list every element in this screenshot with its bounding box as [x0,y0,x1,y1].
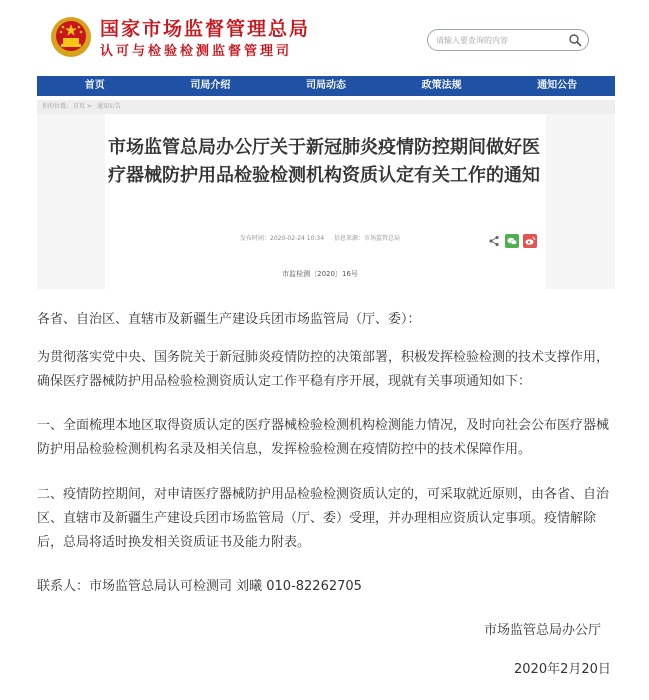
wechat-icon[interactable] [505,234,519,248]
breadcrumb-prefix: 你的位置: [42,103,69,110]
brand-name: 国家市场监督管理总局 [100,18,311,40]
nav-item-news[interactable]: 司局动态 [305,80,346,91]
addressee: 各省、自治区、直辖市及新疆生产建设兵团市场监管局（厅、委）： [37,312,421,327]
intro-paragraph: 为贯彻落实党中央、国务院关于新冠肺炎疫情防控的决策部署，积极发挥检验检测的技术支撑作用，确保医疗器械防护用品检验检测资质认定工作平稳有序开展，现就有关事项通知如下： [37,350,610,389]
item-one-paragraph: 一、全面梳理本地区取得资质认定的医疗器械检验检测机构检测能力情况，及时向社会公布医疗器械防护用品检验检测机构名录及相关信息，发挥检验检测在疫情防控中的技术保障作用。 [37,418,610,457]
main-nav [37,76,615,96]
info-source: 信息来源：市场监管总局 [334,235,401,242]
breadcrumb [37,100,615,114]
site-header [0,0,649,70]
issue-date: 2020年2月20日 [514,662,611,677]
search-box [427,29,589,51]
issuer-signature: 市场监管总局办公厅 [484,623,602,638]
publish-time: 发布时间：2020-02-24 10:34 [240,235,325,242]
article-meta [240,233,408,242]
nav-item-policies[interactable]: 政策法规 [421,80,462,91]
item-two-paragraph: 二、疫情防控期间，对申请医疗器械防护用品检验检测资质认定的，可采取就近原则，由各省、自治区、直辖市及新疆生产建设兵团市场监管局（厅、委）受理，并办理相应资质认定事项。疫情解除后，总局将适时换发相关资质证书及能力附表。 [37,487,610,550]
search-input[interactable] [436,33,564,47]
breadcrumb-current[interactable]: 通知公告 [96,103,121,110]
search-icon[interactable] [568,33,582,47]
nav-item-home[interactable]: 首页 [84,80,105,91]
brand-subtitle: 认可与检验检测监督管理司 [100,44,293,59]
nav-item-notices[interactable]: 通知公告 [537,80,578,91]
national-emblem-icon [50,16,92,58]
contact-line: 联系人：市场监管总局认可检测司 刘曦 010-82262705 [37,579,362,594]
document-number: 市监检测〔2020〕16号 [282,270,358,278]
weibo-icon[interactable] [523,234,537,248]
nav-item-about[interactable]: 司局介绍 [190,80,231,91]
article-title: 市场监管总局办公厅关于新冠肺炎疫情防控期间做好医疗器械防护用品检验检测机构资质认定有关工作的通知 [108,137,540,186]
breadcrumb-home-link[interactable]: 首页 > [72,103,92,110]
share-icon[interactable] [488,235,500,247]
